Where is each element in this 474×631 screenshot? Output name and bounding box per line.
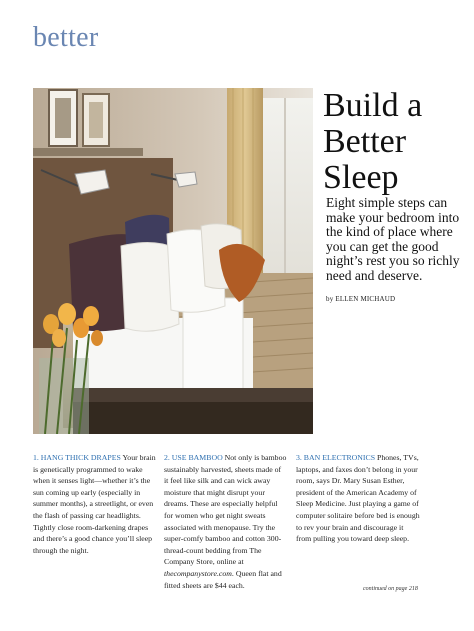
dek: Eight simple steps can make your bedroom into the kind of place where you can get the good night’s rest you so richly need and deserve.	[326, 195, 460, 283]
headline-line-1: Build a	[323, 87, 423, 124]
section-label: better	[33, 22, 99, 53]
tip-heading-2: 2. USE BAMBOO	[164, 453, 223, 462]
tip-body-2: Not only is bamboo sustainably harvested, sheets made of it feel like silk and can wick away moisture that might disrupt your dreams. These are especially helpful for women who get night sweats associated with menopause. Try the super-comfy bamboo and cotton 300-thread-count bedding from The Company Store, online at	[164, 453, 287, 567]
tip-column-1	[33, 452, 156, 556]
tip-body-3: Phones, TVs, laptops, and faxes don’t belong in your room, says Dr. Mary Susan Esther, president of the American Academy of Sleep Medicine. Just playing a game of computer solitaire before bed is enough to rev your brain and discourage it from pulling you toward deep sleep.	[296, 453, 420, 544]
tip-heading-3: 3. BAN ELECTRONICS	[296, 453, 376, 462]
headline-line-3: Sleep	[323, 159, 399, 196]
tip-body-2-end: . Queen flat and fitted sheets are $44 each.	[164, 568, 282, 590]
continued-note: continued on page 218	[363, 586, 418, 592]
headline-line-2: Better	[323, 123, 407, 160]
tip-link-2[interactable]: thecompanystore.com	[164, 568, 232, 578]
tip-column-3	[296, 452, 420, 545]
tip-column-2	[164, 452, 287, 591]
headline	[323, 88, 463, 196]
tip-heading-1: 1. HANG THICK DRAPES	[33, 453, 121, 462]
byline	[326, 295, 395, 303]
tip-body-1: Your brain is genetically programmed to wake when it senses light—whether it’s the sun coming up early (especially in summer months), a streetlight, or even the flash of passing car headlights. Tightly close room-darkening drapes and there’s a good chance you’ll sleep through the night.	[33, 453, 156, 555]
byline-prefix: by	[326, 295, 334, 303]
byline-author: ELLEN MICHAUD	[335, 295, 396, 303]
bedroom-photo	[33, 88, 313, 434]
